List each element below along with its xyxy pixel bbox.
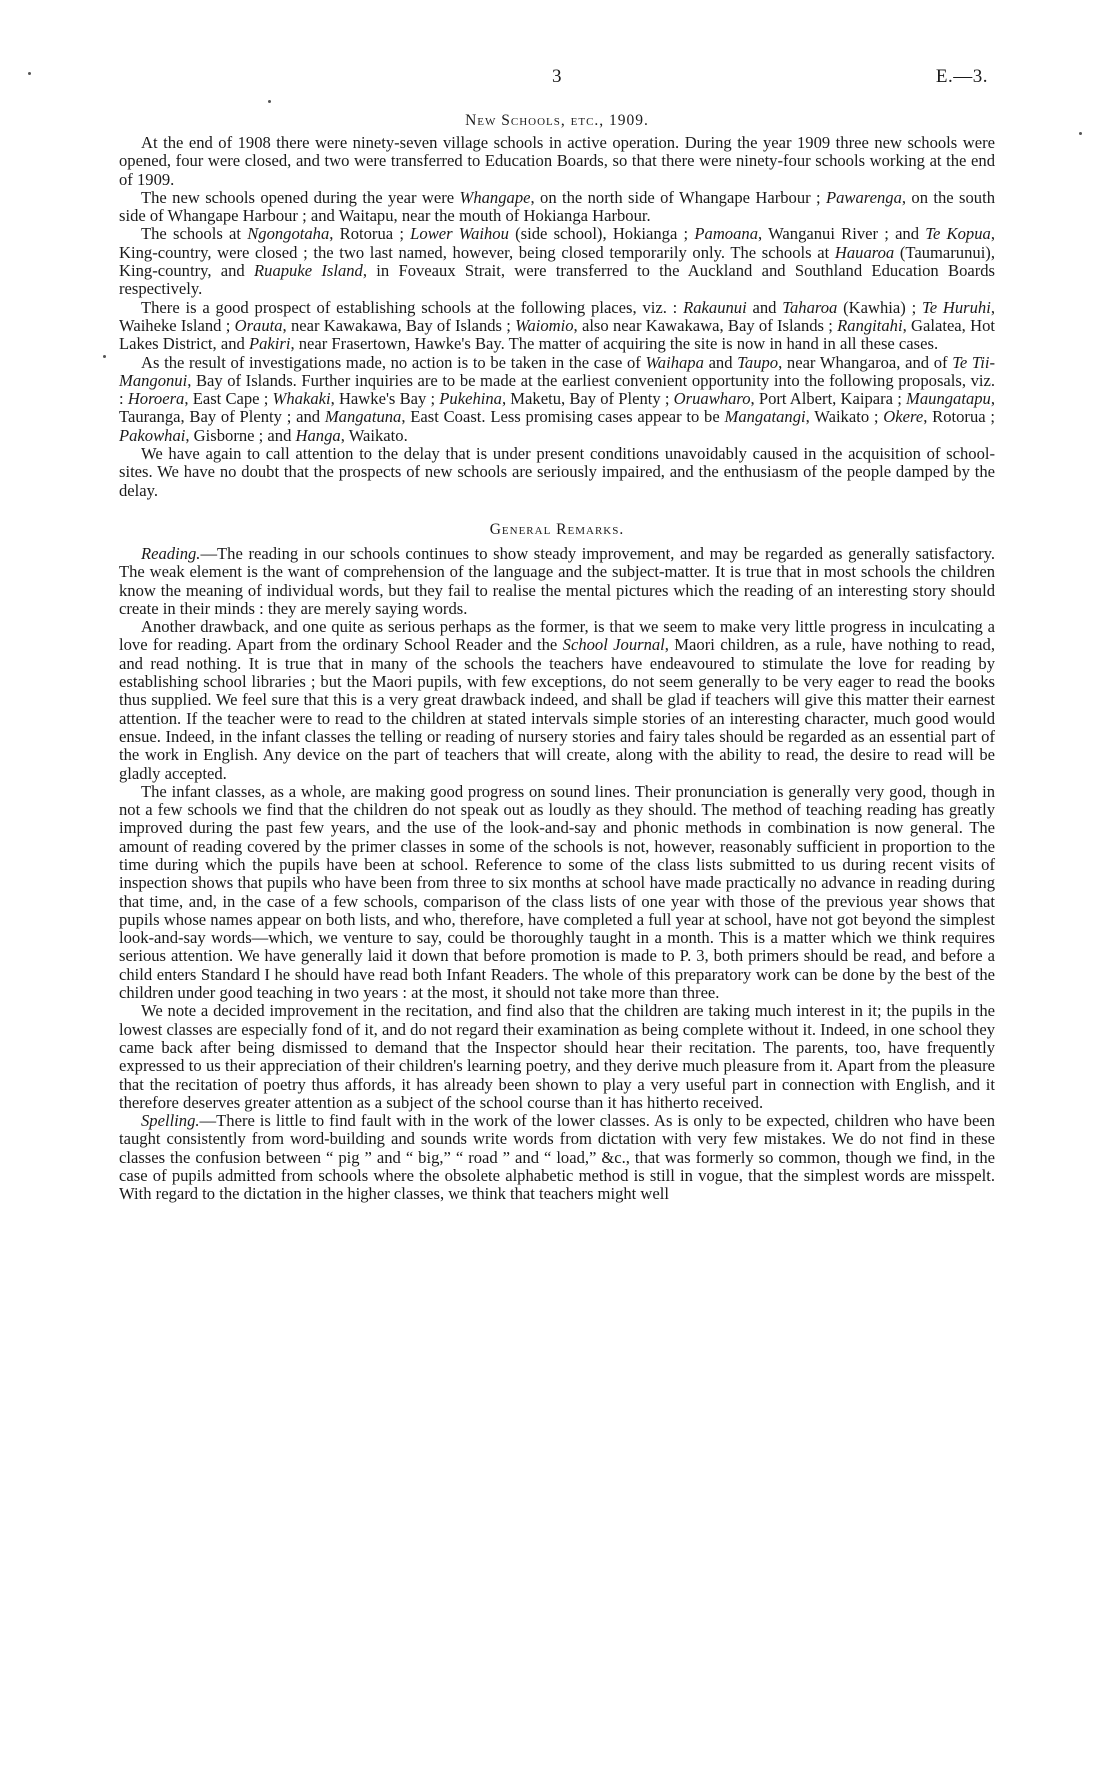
paragraph xyxy=(119,445,995,500)
italic-text: Lower Waihou xyxy=(410,224,509,244)
text-run: , Rotorua ; xyxy=(923,407,995,427)
paragraph xyxy=(119,1112,995,1203)
italic-text: Mangatangi xyxy=(724,407,806,427)
page-number: 3 xyxy=(552,66,562,87)
section-heading: New Schools, etc., 1909. xyxy=(465,112,649,129)
italic-text: Te Huruhi xyxy=(922,297,991,317)
italic-text: Rakaunui xyxy=(683,297,747,317)
text-run: , Waiheke Island ; xyxy=(119,297,995,335)
text-run: Another drawback, and one quite as serious perhaps as the former, is that we seem to make very little progress in inculcating a love for reading. Apart from the ordinary School Reader and the xyxy=(119,617,995,655)
text-run: The new schools opened during the year were xyxy=(141,187,460,207)
paragraph xyxy=(119,545,995,618)
document-reference: E.—3. xyxy=(935,66,988,87)
italic-text: Waiomio xyxy=(515,315,574,335)
text-run: , Tauranga, Bay of Plenty ; and xyxy=(119,389,995,427)
text-run: The schools at xyxy=(141,224,248,244)
italic-text: Te Kopua xyxy=(925,224,991,244)
italic-text: Oruawharo xyxy=(673,389,751,409)
paragraph xyxy=(119,783,995,1003)
paragraph xyxy=(119,1002,995,1112)
text-run: The infant classes, as a whole, are making good progress on sound lines. Their pronunciation is generally very good, though in not a few schools we find that the children do not speak out as loudly as they should. The method of teaching reading has greatly improved during the past few years, and the use of the look-and-say and phonic methods in combination is now general. The amount of reading covered by the primer classes in some of the schools is not, however, reasonably sufficient in proportion to the time during which the pupils have been at school. Reference to some of the class lists submitted to us during recent visits of inspection shows that pupils who have been from three to six months at school have made practically no advance in reading during that time, and, in the case of a few schools, comparison of the class lists of one year with those of the previous year shows that pupils whose names appear on both lists, and who, therefore, have completed a full year at school, have not got beyond the simplest look-and-say words—which, we venture to say, could be thoroughly taught in a month. This is a matter which we think requires serious attention. We have generally laid it down that before promotion is made to P. 3, both primers should be read, and before a child enters Standard I he should have read both Infant Readers. The whole of this preparatory work can be done by the best of the children under good teaching in two years : at the most, it should not take more than three. xyxy=(119,781,995,1003)
italic-text: Ruapuke Island xyxy=(254,261,363,281)
italic-text: Waihapa xyxy=(645,352,704,372)
text-run: , Port Albert, Kaipara ; xyxy=(750,389,907,409)
italic-text: Pamoana xyxy=(694,224,758,244)
italic-text: Mangatuna xyxy=(324,407,402,427)
text-run: and xyxy=(746,297,783,317)
text-run: We have again to call attention to the delay that is under present conditions unavoidably caused in the acquisition of school-sites. We have no doubt that the prospects of new schools are seriously impaired, and the enthusiasm of the people damped by the delay. xyxy=(119,444,995,500)
text-run: As the result of investigations made, no action is to be taken in the case of xyxy=(141,352,646,372)
text-run: , Rotorua ; xyxy=(329,224,411,244)
italic-text: Ngongotaha xyxy=(247,224,330,244)
paragraph xyxy=(119,134,995,189)
text-run: , Maketu, Bay of Plenty ; xyxy=(501,389,674,409)
text-run: , Bay of Islands. Further inquiries are to be made at the earliest convenient opportunity into the following proposals, viz. : xyxy=(119,370,995,409)
paragraph xyxy=(119,618,995,783)
paragraph xyxy=(119,189,995,226)
paragraph xyxy=(119,354,995,445)
italic-text: Pakowhai xyxy=(119,425,186,445)
text-run: , East Cape ; xyxy=(184,389,273,409)
italic-text: Maungatapu xyxy=(906,389,991,409)
text-run: , Maori children, as a rule, have nothing to read, and read nothing. It is true that in many of the schools the teachers have endeavoured to stimulate the love for reading by establishing school libraries ; but the Maori pupils, with few exceptions, do not seem generally to be very eager to read the books thus supplied. We feel sure that this is a very great drawback indeed, and shall be glad if teachers will give this matter their earnest attention. If the teacher were to read to the children at stated intervals simple stories of an interesting character, much good would ensue. Indeed, in the infant classes the telling or reading of nursery stories and fairy tales should be regarded as an essential part of the work in English. Any device on the part of teachers that will create, along with the ability to read, the desire to read will be gladly accepted. xyxy=(119,635,995,783)
italic-text: School Journal xyxy=(562,635,665,655)
italic-text: Pukehina xyxy=(439,389,502,409)
italic-text: Spelling. xyxy=(141,1111,200,1131)
paragraph xyxy=(119,225,995,298)
italic-text: Reading. xyxy=(141,543,201,563)
text-run: , Galatea, Hot Lakes District, and xyxy=(119,315,995,354)
text-run: , on the north side of Whangape Harbour ; xyxy=(530,187,826,207)
italic-text: Taharoa xyxy=(782,297,838,317)
text-run: , King-country, were closed ; the two last named, however, being closed temporarily only. The schools at xyxy=(119,224,995,262)
text-run: , near Whangaroa, and of xyxy=(778,352,953,372)
italic-text: Orauta xyxy=(234,315,283,335)
page-header xyxy=(0,66,1114,92)
italic-text: Whakaki xyxy=(272,389,331,409)
text-run: At the end of 1908 there were ninety-seven village schools in active operation. During the year 1909 three new schools were opened, four were closed, and two were transferred to Education Boards, so that there were ninety-four schools working at the end of 1909. xyxy=(119,133,995,189)
text-run: , on the south side of Whangape Harbour ; and Waitapu, near the mouth of Hokianga Harbour. xyxy=(119,187,995,226)
scan-speck xyxy=(268,100,271,103)
italic-text: Okere xyxy=(883,407,924,427)
text-run: (side school), Hokianga ; xyxy=(508,224,695,244)
paragraph xyxy=(119,299,995,354)
text-run: , near Kawakawa, Bay of Islands ; xyxy=(282,315,516,335)
text-run: —There is little to find fault with in the work of the lower classes. As is only to be expected, children who have been taught consistently from word-building and sounds write words from dictation with very few mistakes. We do not find in these classes the confusion between “ pig ” and “ big,” “ road ” and “ load,” &c., that was formerly so common, though we find, in the case of pupils admitted from schools where the obsolete alphabetic method is still in vogue, that the simplest words are misspelt. With regard to the dictation in the higher classes, we think that teachers might well xyxy=(119,1111,995,1204)
text-run: —The reading in our schools continues to show steady improvement, and may be regarded as generally satisfactory. The weak element is the want of comprehension of the language and the subject-matter. It is true that in most schools the children know the meaning of individual words, but they fail to realise the mental pictures which the reading of an interesting story should create in their minds : they are merely saying words. xyxy=(119,543,995,618)
text-run: , Waikato. xyxy=(340,425,408,445)
scan-speck xyxy=(103,355,106,358)
italic-text: Hanga xyxy=(295,425,341,445)
italic-text: Whangape xyxy=(459,187,531,207)
text-run: There is a good prospect of establishing schools at the following places, viz. : xyxy=(141,297,684,317)
italic-text: Taupo xyxy=(737,352,779,372)
document-body xyxy=(119,111,995,1204)
text-run: (Kawhia) ; xyxy=(837,297,922,317)
text-run: and xyxy=(703,352,738,372)
italic-text: Pakiri xyxy=(248,334,291,354)
text-run: , near Frasertown, Hawke's Bay. The matter of acquiring the site is now in hand in all these cases. xyxy=(290,334,939,354)
text-run: , Hawke's Bay ; xyxy=(330,389,440,409)
text-run: (Taumarunui), King-country, and xyxy=(119,242,995,281)
italic-text: Hauaroa xyxy=(834,242,895,262)
text-run: , Waikato ; xyxy=(805,407,884,427)
italic-text: Pawarenga xyxy=(826,187,902,207)
italic-text: Horoera xyxy=(127,389,185,409)
text-run: , Gisborne ; and xyxy=(185,425,296,445)
text-run: We note a decided improvement in the recitation, and find also that the children are taking much interest in it; the pupils in the lowest classes are especially fond of it, and do not regard their examination as being complete without it. Indeed, in one school they came back after being dismissed to demand that the Inspector should hear their recitation. The parents, too, have frequently expressed to us their appreciation of their children's learning poetry, and they derive much pleasure from it. Apart from the pleasure that the recitation of poetry thus affords, it has already been shown to play a very useful part in connection with English, and it therefore deserves greater attention as a subject of the school course than it has hitherto received. xyxy=(119,1001,995,1112)
section-heading: General Remarks. xyxy=(489,520,625,538)
text-run: , Wanganui River ; and xyxy=(758,224,926,244)
scan-speck xyxy=(28,72,31,75)
scan-speck xyxy=(1079,132,1082,135)
italic-text: Te Tii-Mangonui xyxy=(119,352,995,390)
text-run: , East Coast. Less promising cases appear to be xyxy=(401,407,725,427)
text-run: , also near Kawakawa, Bay of Islands ; xyxy=(573,315,838,335)
text-run: , in Foveaux Strait, were transferred to the Auckland and Southland Education Boards respectively. xyxy=(119,261,996,299)
italic-text: Rangitahi xyxy=(837,315,903,335)
